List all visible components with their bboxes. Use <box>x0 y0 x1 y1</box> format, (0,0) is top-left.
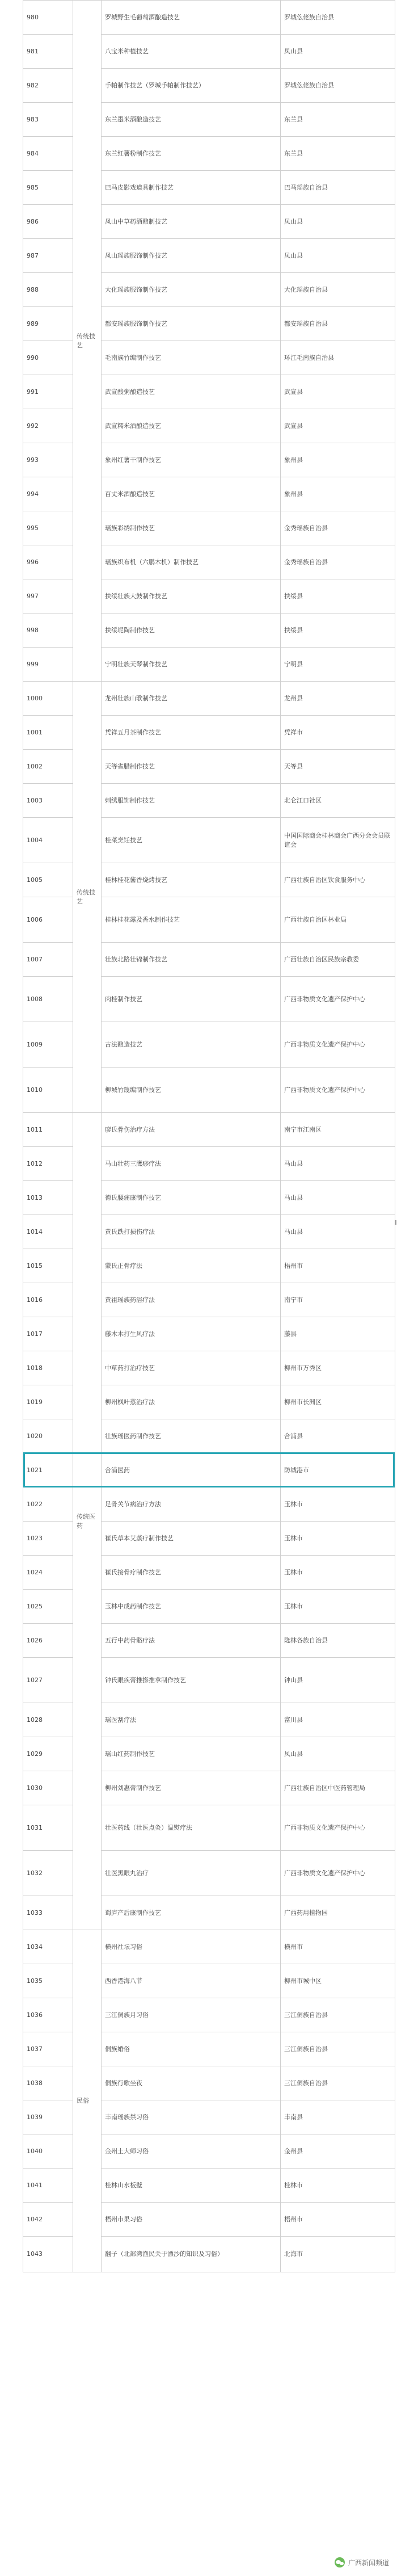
item-name: 侗族婚俗 <box>102 2032 281 2066</box>
item-region: 三江侗族自治县 <box>281 2066 395 2100</box>
row-number: 1032 <box>23 1851 73 1896</box>
item-name: 瑶族彩绣制作技艺 <box>102 511 281 545</box>
item-region: 中国国际商会桂林商会广西分会会员联谊会 <box>281 818 395 863</box>
item-name: 柳城竹篾编制作技艺 <box>102 1068 281 1113</box>
item-region: 马山县 <box>281 1215 395 1249</box>
item-name: 翻子（北部湾渔民关于漂沙的知识及习俗） <box>102 2237 281 2272</box>
row-number: 1009 <box>23 1022 73 1068</box>
item-name: 宁明壮族天琴制作技艺 <box>102 648 281 682</box>
item-region: 玉林市 <box>281 1522 395 1556</box>
item-region: 三江侗族自治县 <box>281 2032 395 2066</box>
row-number: 1001 <box>23 716 73 750</box>
item-name: 肉桂制作技艺 <box>102 977 281 1022</box>
row-number: 990 <box>23 341 73 375</box>
item-region: 柳州市长洲区 <box>281 1385 395 1419</box>
item-name: 武宣酸粥酿造技艺 <box>102 375 281 409</box>
item-name: 廖氏骨伤治疗方法 <box>102 1113 281 1147</box>
item-region: 北海市 <box>281 2237 395 2272</box>
item-region: 广西药用植物园 <box>281 1896 395 1930</box>
item-name: 扶绥壮族大鼓制作技艺 <box>102 579 281 613</box>
item-name: 蜀庐产后康制作技艺 <box>102 1896 281 1930</box>
row-number: 997 <box>23 579 73 613</box>
item-name: 凤山瑶族服饰制作技艺 <box>102 239 281 273</box>
item-name: 八宝米种植技艺 <box>102 35 281 69</box>
item-name: 大化瑶族服饰制作技艺 <box>102 273 281 307</box>
row-number: 1024 <box>23 1556 73 1590</box>
row-number: 1007 <box>23 943 73 977</box>
row-number: 1014 <box>23 1215 73 1249</box>
item-name: 壮族北路壮锦制作技艺 <box>102 943 281 977</box>
item-name: 武宣糯米酒酿造技艺 <box>102 409 281 443</box>
item-name: 象州红薯干制作技艺 <box>102 443 281 477</box>
item-name: 崔氏草本艾蒸疗制作技艺 <box>102 1522 281 1556</box>
row-number: 1021 <box>23 1453 73 1487</box>
item-name: 都安瑶族服饰制作技艺 <box>102 307 281 341</box>
table-row <box>23 682 395 716</box>
item-region: 防城港市 <box>281 1453 395 1487</box>
item-region: 东兰县 <box>281 103 395 137</box>
item-region: 金秀瑶族自治县 <box>281 545 395 579</box>
row-number: 996 <box>23 545 73 579</box>
row-number: 1036 <box>23 1998 73 2032</box>
scroll-marker <box>395 1220 396 1225</box>
row-number: 1013 <box>23 1181 73 1215</box>
row-number: 1018 <box>23 1351 73 1385</box>
item-region: 玉林市 <box>281 1590 395 1624</box>
item-region: 藤县 <box>281 1317 395 1351</box>
row-number: 998 <box>23 613 73 648</box>
category-cell: 传统技艺 <box>73 682 102 1113</box>
row-number: 987 <box>23 239 73 273</box>
row-number: 993 <box>23 443 73 477</box>
item-region: 武宣县 <box>281 375 395 409</box>
item-name: 丰南瑶族禁习俗 <box>102 2100 281 2134</box>
item-name: 黄氏跌打损伤疗法 <box>102 1215 281 1249</box>
item-name: 三江侗族月习俗 <box>102 1998 281 2032</box>
wechat-icon <box>335 2557 345 2567</box>
item-region: 丰南县 <box>281 2100 395 2134</box>
table-row <box>23 1113 395 1147</box>
row-number: 995 <box>23 511 73 545</box>
item-name: 扶绥坭陶制作技艺 <box>102 613 281 648</box>
item-name: 钟氏眼疾膏推搽推拿制作技艺 <box>102 1658 281 1703</box>
item-region: 金州县 <box>281 2134 395 2169</box>
item-name: 合浦医药 <box>102 1453 281 1487</box>
row-number: 989 <box>23 307 73 341</box>
row-number: 1020 <box>23 1419 73 1453</box>
category-cell: 传统医药 <box>73 1113 102 1930</box>
item-name: 龙州壮族山歌制作技艺 <box>102 682 281 716</box>
row-number: 1039 <box>23 2100 73 2134</box>
heritage-table <box>23 0 395 2272</box>
item-region: 扶绥县 <box>281 613 395 648</box>
row-number: 981 <box>23 35 73 69</box>
item-name: 柳州刘惠膏制作技艺 <box>102 1771 281 1805</box>
item-name: 刺绣服饰制作技艺 <box>102 784 281 818</box>
item-region: 凤山县 <box>281 205 395 239</box>
row-number: 1035 <box>23 1964 73 1998</box>
item-region: 宁明县 <box>281 648 395 682</box>
item-name: 瑶山红药制作技艺 <box>102 1737 281 1771</box>
row-number: 988 <box>23 273 73 307</box>
item-name: 桂菜烹饪技艺 <box>102 818 281 863</box>
row-number: 1023 <box>23 1522 73 1556</box>
item-region: 富川县 <box>281 1703 395 1737</box>
row-number: 1000 <box>23 682 73 716</box>
item-region: 象州县 <box>281 443 395 477</box>
row-number: 1005 <box>23 863 73 897</box>
item-region: 广西壮族自治区林业局 <box>281 897 395 943</box>
item-name: 横州社坛习俗 <box>102 1930 281 1964</box>
row-number: 994 <box>23 477 73 511</box>
item-name: 马山壮药三鹰痧疗法 <box>102 1147 281 1181</box>
watermark-text: 广西新闻频道 <box>348 2558 389 2567</box>
item-name: 罗城野生毛葡萄酒酿造技艺 <box>102 1 281 35</box>
item-region: 环江毛南族自治县 <box>281 341 395 375</box>
item-name: 凤山中草药酒酿制技艺 <box>102 205 281 239</box>
item-region: 广西壮族自治区中医药管理局 <box>281 1771 395 1805</box>
item-name: 手帕制作技艺（罗城手帕制作技艺） <box>102 69 281 103</box>
item-region: 罗城仫佬族自治县 <box>281 1 395 35</box>
item-region: 广西非物质文化遗产保护中心 <box>281 1068 395 1113</box>
item-region: 巴马瑶族自治县 <box>281 171 395 205</box>
item-region: 武宣县 <box>281 409 395 443</box>
item-region: 马山县 <box>281 1147 395 1181</box>
row-number: 1033 <box>23 1896 73 1930</box>
row-number: 1006 <box>23 897 73 943</box>
item-region: 隆林各族自治县 <box>281 1624 395 1658</box>
item-region: 梧州市 <box>281 1249 395 1283</box>
row-number: 1002 <box>23 750 73 784</box>
item-name: 玉林中成药制作技艺 <box>102 1590 281 1624</box>
row-number: 1034 <box>23 1930 73 1964</box>
item-region: 龙州县 <box>281 682 395 716</box>
item-name: 古法酿造技艺 <box>102 1022 281 1068</box>
row-number: 991 <box>23 375 73 409</box>
item-name: 壮医黑眼丸治疗 <box>102 1851 281 1896</box>
item-region: 扶绥县 <box>281 579 395 613</box>
item-name: 巴马皮影戏道具制作技艺 <box>102 171 281 205</box>
row-number: 1041 <box>23 2169 73 2203</box>
row-number: 983 <box>23 103 73 137</box>
item-region: 凤山县 <box>281 1737 395 1771</box>
item-region: 都安瑶族自治县 <box>281 307 395 341</box>
row-number: 1028 <box>23 1703 73 1737</box>
item-name: 桂林桂花露及香水制作技艺 <box>102 897 281 943</box>
row-number: 982 <box>23 69 73 103</box>
item-region: 玉林市 <box>281 1556 395 1590</box>
item-name: 东兰墨米酒酿造技艺 <box>102 103 281 137</box>
item-name: 金州土大师习俗 <box>102 2134 281 2169</box>
item-name: 桂林山水板壁 <box>102 2169 281 2203</box>
item-name: 黄祖瑶族药浴疗法 <box>102 1283 281 1317</box>
item-name: 壮族瑶医药制作技艺 <box>102 1419 281 1453</box>
row-number: 1003 <box>23 784 73 818</box>
item-name: 西香港海八节 <box>102 1964 281 1998</box>
item-name: 中草药打治疗技艺 <box>102 1351 281 1385</box>
item-region: 梧州市 <box>281 2203 395 2237</box>
item-name: 德氏腰痛康制作技艺 <box>102 1181 281 1215</box>
row-number: 1043 <box>23 2237 73 2272</box>
item-name: 瑶族织布机（六鹏木机）制作技艺 <box>102 545 281 579</box>
item-region: 桂林市 <box>281 2169 395 2203</box>
item-region: 北仑江口社区 <box>281 784 395 818</box>
item-name: 崔氏接骨疗制作技艺 <box>102 1556 281 1590</box>
item-name: 五行中药骨骼疗法 <box>102 1624 281 1658</box>
row-number: 992 <box>23 409 73 443</box>
category-cell: 传统技艺 <box>73 1 102 682</box>
item-region: 马山县 <box>281 1181 395 1215</box>
row-number: 1031 <box>23 1805 73 1851</box>
row-number: 1030 <box>23 1771 73 1805</box>
row-number: 1004 <box>23 818 73 863</box>
row-number: 1015 <box>23 1249 73 1283</box>
row-number: 1029 <box>23 1737 73 1771</box>
table-row <box>23 1 395 35</box>
item-name: 东兰红薯粉制作技艺 <box>102 137 281 171</box>
item-name: 凭祥五月茶制作技艺 <box>102 716 281 750</box>
item-region: 横州市 <box>281 1930 395 1964</box>
item-region: 合浦县 <box>281 1419 395 1453</box>
item-region: 柳州市万秀区 <box>281 1351 395 1385</box>
item-region: 象州县 <box>281 477 395 511</box>
item-region: 罗城仫佬族自治县 <box>281 69 395 103</box>
row-number: 1017 <box>23 1317 73 1351</box>
row-number: 1042 <box>23 2203 73 2237</box>
item-name: 毛南族竹编制作技艺 <box>102 341 281 375</box>
item-region: 三江侗族自治县 <box>281 1998 395 2032</box>
row-number: 1037 <box>23 2032 73 2066</box>
row-number: 984 <box>23 137 73 171</box>
item-name: 蒙氏正骨疗法 <box>102 1249 281 1283</box>
item-region: 广西非物质文化遗产保护中心 <box>281 1851 395 1896</box>
table-row <box>23 1930 395 1964</box>
item-region: 天等县 <box>281 750 395 784</box>
item-region: 柳州市城中区 <box>281 1964 395 1998</box>
item-region: 凤山县 <box>281 239 395 273</box>
row-number: 985 <box>23 171 73 205</box>
row-number: 1025 <box>23 1590 73 1624</box>
row-number: 1027 <box>23 1658 73 1703</box>
item-region: 广西非物质文化遗产保护中心 <box>281 1805 395 1851</box>
item-name: 柳州枫叶蒸治疗法 <box>102 1385 281 1419</box>
item-name: 侗族行歌坐夜 <box>102 2066 281 2100</box>
item-name: 梧州市果习俗 <box>102 2203 281 2237</box>
row-number: 1040 <box>23 2134 73 2169</box>
item-region: 凭祥市 <box>281 716 395 750</box>
item-region: 凤山县 <box>281 35 395 69</box>
row-number: 1016 <box>23 1283 73 1317</box>
category-cell: 民俗 <box>73 1930 102 2272</box>
row-number: 1010 <box>23 1068 73 1113</box>
item-region: 大化瑶族自治县 <box>281 273 395 307</box>
item-region: 钟山县 <box>281 1658 395 1703</box>
row-number: 1026 <box>23 1624 73 1658</box>
row-number: 1012 <box>23 1147 73 1181</box>
item-region: 广西壮族自治区饮食服务中心 <box>281 863 395 897</box>
row-number: 1011 <box>23 1113 73 1147</box>
row-number: 1022 <box>23 1487 73 1522</box>
item-name: 天等雀腊制作技艺 <box>102 750 281 784</box>
row-number: 999 <box>23 648 73 682</box>
item-name: 瑶医刮疗法 <box>102 1703 281 1737</box>
item-region: 玉林市 <box>281 1487 395 1522</box>
row-number: 986 <box>23 205 73 239</box>
item-region: 东兰县 <box>281 137 395 171</box>
row-number: 980 <box>23 1 73 35</box>
item-region: 广西非物质文化遗产保护中心 <box>281 1022 395 1068</box>
item-region: 广西壮族自治区民族宗教委 <box>281 943 395 977</box>
item-name: 藤木木打生风疗法 <box>102 1317 281 1351</box>
row-number: 1019 <box>23 1385 73 1419</box>
item-name: 百丈米酒酿造技艺 <box>102 477 281 511</box>
item-region: 南宁市江南区 <box>281 1113 395 1147</box>
item-name: 足骨关节病治疗方法 <box>102 1487 281 1522</box>
item-region: 广西非物质文化遗产保护中心 <box>281 977 395 1022</box>
row-number: 1008 <box>23 977 73 1022</box>
item-region: 金秀瑶族自治县 <box>281 511 395 545</box>
item-name: 壮医药线（壮医点灸）温熨疗法 <box>102 1805 281 1851</box>
item-name: 桂林桂花酱香烧烤技艺 <box>102 863 281 897</box>
watermark <box>335 2557 389 2567</box>
row-number: 1038 <box>23 2066 73 2100</box>
item-region: 南宁市 <box>281 1283 395 1317</box>
